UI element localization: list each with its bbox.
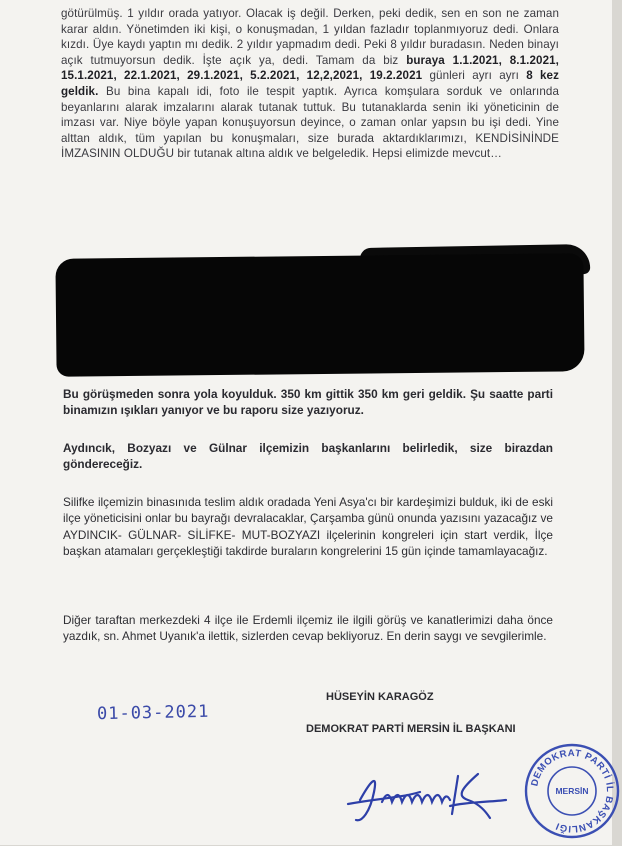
official-stamp bbox=[522, 736, 622, 846]
paragraph-district-heads: Aydıncık, Bozyazı ve Gülnar ilçemizin başkanlarını belirledik, size birazdan göndereceğiz. bbox=[63, 441, 553, 472]
handwritten-signature bbox=[340, 762, 520, 832]
text-line: toplanmıyoruz dedi. Onlara kızdı. Üye kaydı yaptın mı dedik. 2 yıldır yapmadım bbox=[61, 22, 559, 52]
text-line: götürülmüş. 1 yıldır orada yatıyor. Olacak iş değil. Derken, peki dedik, sen en bbox=[61, 7, 483, 20]
stamp-center-text: MERSİN bbox=[555, 786, 589, 796]
handwritten-date: 01-03-2021 bbox=[96, 701, 210, 725]
paragraph-travel: Bu görüşmeden sonra yola koyulduk. 350 km gittik 350 km geri geldik. Şu saatte parti binamızın ışıkları yanıyor ve bu raporu size yazıyoruz. bbox=[63, 387, 553, 418]
text-fragment: günleri ayrı ayrı bbox=[429, 69, 527, 83]
emphasis-caps-text: KENDİSİNİNDE İMZASININ OLDUĞU bbox=[61, 131, 559, 161]
paragraph-silifke: Silifke ilçemizin binasınıda teslim aldık oradada Yeni Asya'cı bir kardeşimizi bulduk, iki de eski ilçe yöneticisini onlar bu bayrağı devralacaklar, Çarşamba günü onunda yazısını yazacağız ve AYDINCIK- GÜLNAR- SİLİFKE- MUT-BOZYAZI ilçelerinin kongreleri için start verdik, İlçe başkan atamaları gerçekleştiği takdirde buraların kongrelerini 15 gün içinde tamamlayacağız. bbox=[63, 495, 553, 558]
stamp-ring-text: DEMOKRAT PARTİ İL BAŞKANLIĞI bbox=[529, 747, 616, 835]
text-line: dedi. Tamam da biz bbox=[282, 53, 407, 67]
paragraph-meeting-report bbox=[61, 6, 559, 162]
text-line: son ne zaman karar aldın. Yönetimden iki kişi, o konuşmadan, 1 yıldan fazladır bbox=[61, 7, 560, 36]
text-fragment: Bu bina kapalı idi, foto ile tespit yaptık. Ayrıca komşulara sorduk ve onlarında beyanlarını alarak imzalarını alarak tutanak tuttuk. Bu tutanaklarda senin iki yöneticinin de imzası var. Niye böyle yapan konuşuyorsun deyince, o zaman onlar yapsın bu işi dedi. Yine alttan aldık, tüm yapılan bu konuşmaları, size burada aktardıklarımızı, bbox=[61, 84, 559, 145]
visit-dates-text: buraya 1.1.2021, 8.1.2021, 15.1.2021, 22.1.2021, 29.1.2021, 5.2.2021, 12,2,2021, 19.2.2021 bbox=[61, 53, 559, 83]
paragraph-closing: Diğer taraftan merkezdeki 4 ilçe ile Erdemli ilçemiz ile ilgili görüş ve kanatlerimizi daha önce yazdık, sn. Ahmet Uyanık'a ilettik, sizlerden cevap bekliyoruz. En derin saygı ve sevgilerimle. bbox=[63, 613, 553, 644]
text-line: dedi. Peki 8 yıldır buradasın. Neden binayı açık tutmuyorsun dedik. İşte açık ya, bbox=[61, 38, 559, 67]
signatory-title: DEMOKRAT PARTİ MERSİN İL BAŞKANI bbox=[306, 723, 516, 735]
redaction-block bbox=[55, 253, 584, 377]
text-fragment: bir tutanak altına aldık ve belgeledik. Hepsi elimizde mevcut… bbox=[177, 147, 502, 161]
visit-count-text: 8 kez geldik. bbox=[61, 69, 559, 98]
signatory-name: HÜSEYİN KARAGÖZ bbox=[326, 691, 434, 703]
